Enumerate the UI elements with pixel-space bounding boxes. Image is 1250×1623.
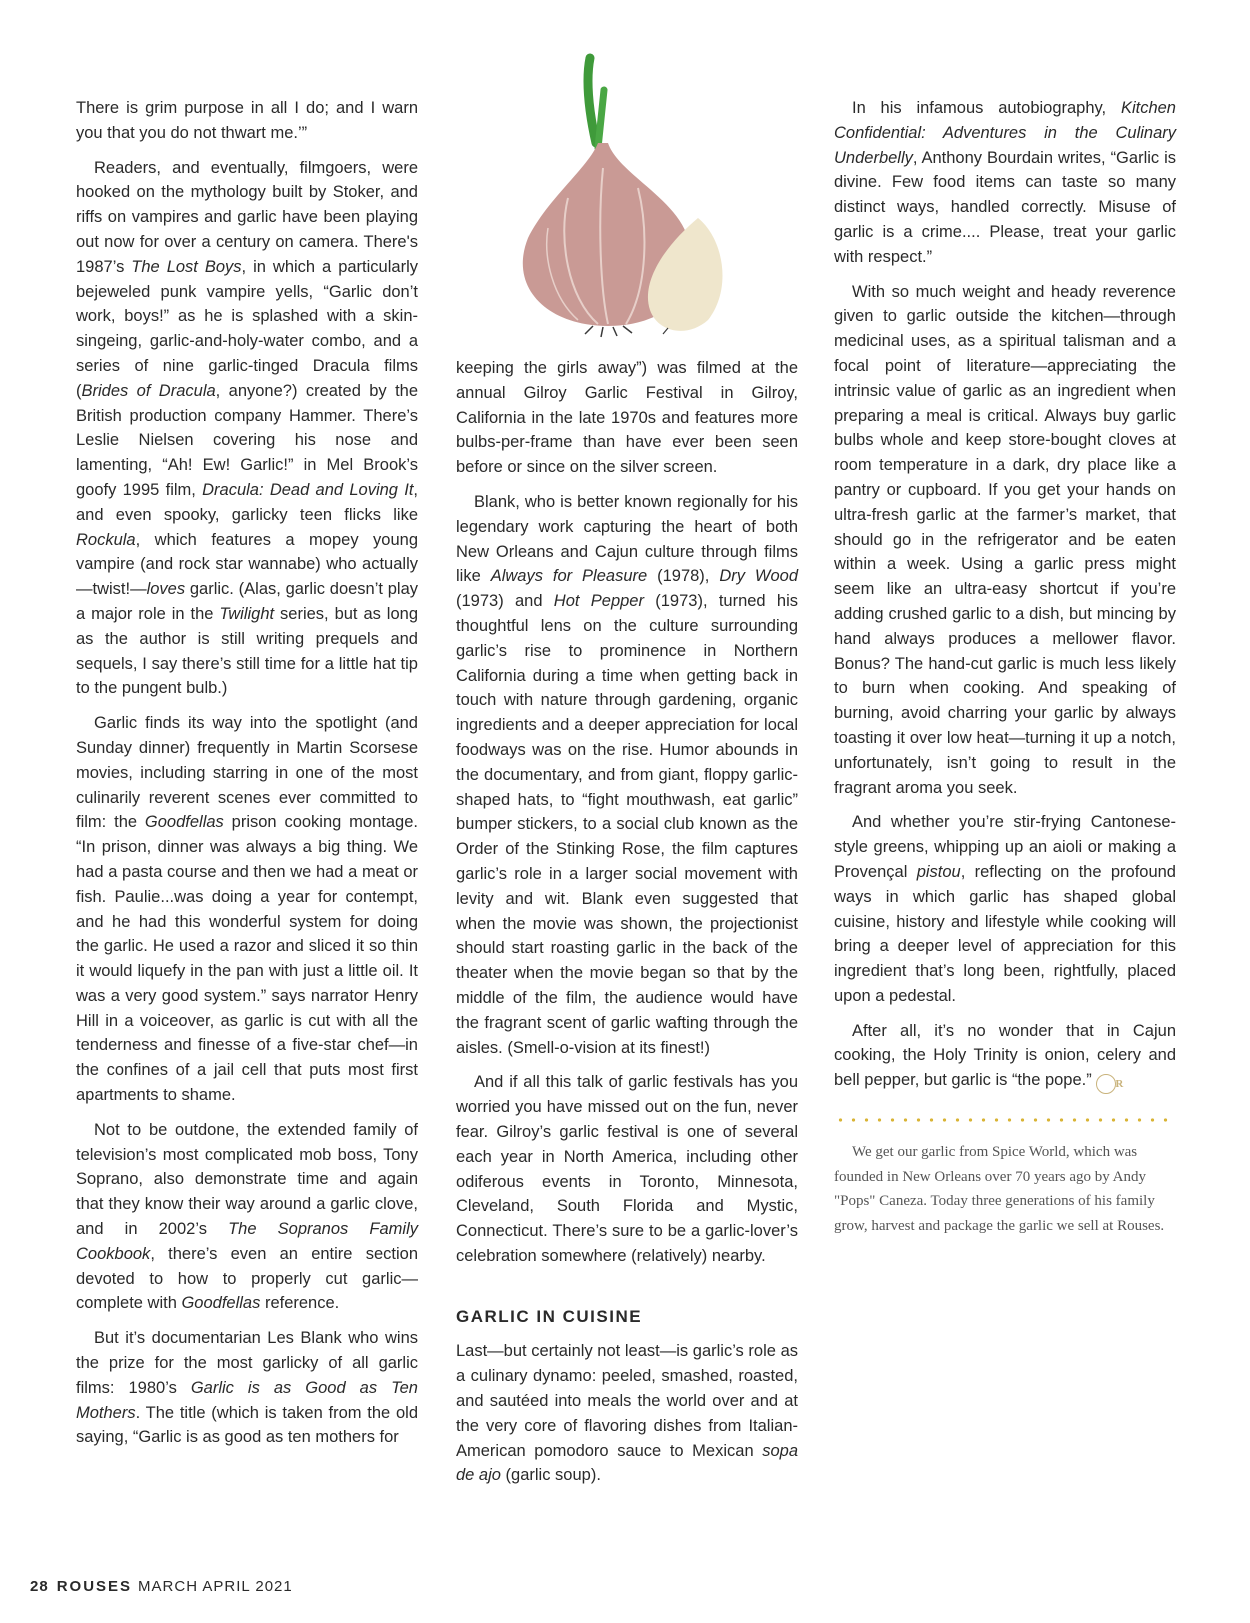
garlic-sprout [588, 58, 596, 143]
article-column-left [76, 96, 418, 1460]
paragraph: After all, it’s no wonder that in Cajun cooking, the Holy Trinity is onion, celery and bell pepper, but garlic is “the pope.” R [834, 1019, 1176, 1095]
sidebar-note: We get our garlic from Spice World, which was founded in New Orleans over 70 years ago by Andy "Pops" Caneza. Today three generations of his family grow, harvest and package the garlic we sell at Rouses. [834, 1144, 1165, 1234]
paragraph: In his infamous autobiography, Kitchen Confidential: Adventures in the Culinary Underbelly, Anthony Bourdain writes, “Garlic is divine. Few food items can taste so many distinct ways, handled correctly. Misuse of garlic is a crime.... Please, treat your garlic with respect.” [834, 99, 1176, 266]
paragraph: keeping the girls away”) was filmed at the annual Gilroy Garlic Festival in Gilroy, California in the late 1970s and features more bulbs-per-frame than have ever been seen before or since on the silver screen. [456, 359, 798, 477]
paragraph: But it’s documentarian Les Blank who wins the prize for the most garlicky of all garlic films: 1980’s Garlic is as Good as Ten Mothers. The title (which is taken from the old saying, “Garlic is as good as ten mothers for [76, 1329, 418, 1447]
paragraph: And if all this talk of garlic festivals has you worried you have missed out on the fun, never fear. Gilroy’s garlic festival is one of several each year in North America, including other odiferous events in Toronto, Minnesota, Cleveland, South Florida and Mystic, Connecticut. There’s sure to be a garlic-lover’s celebration somewhere (relatively) nearby. [456, 1073, 798, 1265]
garlic-bulb-illustration [508, 48, 738, 348]
page-number: 28 [30, 1578, 49, 1595]
paragraph: And whether you’re stir-frying Cantonese-style greens, whipping up an aioli or making a Provençal pistou, reflecting on the profound ways in which garlic has shaped global cuisine, history and lifestyle while cooking will bring a deeper level of appreciation for this ingredient that’s long been, rightfully, placed upon a pedestal. [834, 813, 1176, 1005]
paragraph: Blank, who is better known regionally for his legendary work capturing the heart of both New Orleans and Cajun culture through films like Always for Pleasure (1978), Dry Wood (1973) and Hot Pepper (1973), turned his thoughtful lens on the culture surrounding garlic’s rise to prominence in Northern California during a time when getting back in touch with nature through gardening, organic ingredients and a deeper appreciation for local foodways was on the rise. Humor abounds in the documentary, and from giant, floppy garlic-shaped hats, to “fight mouthwash, eat garlic” bumper stickers, to a social club known as the Order of the Stinking Rose, the film captures garlic’s role in a larger social movement with levity and wit. Blank even suggested that when the movie was shown, the projectionist should start roasting garlic in the back of the theater when the movie began so that by the middle of the film, the audience would have the fragrant scent of garlic wafting through the aisles. (Smell-o-vision at its finest!) [456, 492, 799, 1057]
section-heading: GARLIC IN CUISINE [456, 1306, 643, 1326]
paragraph: Readers, and eventually, filmgoers, were hooked on the mythology built by Stoker, and riffs on vampires and garlic have been playing out now for over a century on camera. There's 1987’s The Lost Boys, in which a particularly bejeweled punk vampire yells, “Garlic don’t work, boys!” as he is splashed with a skin-singeing, garlic-and-holy-water combo, and a series of nine garlic-tinged Dracula films (Brides of Dracula, anyone?) created by the British production company Hammer. There’s Leslie Nielsen covering his nose and lamenting, “Ah! Ew! Garlic!” in Mel Brook’s goofy 1995 film, Dracula: Dead and Loving It, and even spooky, garlicky teen flicks like Rockula, which features a mopey young vampire (and rock star wannabe) who actually—twist!—loves garlic. (Alas, garlic doesn’t play a major role in the Twilight series, but as long as the author is still writing prequels and sequels, I say there’s still time for a little hat tip to the pungent bulb.) [76, 158, 419, 698]
paragraph: With so much weight and heady reverence given to garlic outside the kitchen—through medicinal uses, as a spiritual talisman and a focal point of literature—appreciating the intrinsic value of garlic as an ingredient when preparing a meal is critical. Always buy garlic bulbs whole and keep store-bought cloves at room temperature in a dark, dry place like a pantry or cupboard. If you get your hands on ultra-fresh garlic at the farmer’s market, that should go in the refrigerator and be eaten within a week. Using a garlic press might seem like an ultra-easy shortcut if you’re adding crushed garlic to a dish, but mincing by hand always produces a mellower flavor. Bonus? The hand-cut garlic is much less likely to burn when cooking. And speaking of burning, avoid charring your garlic by always toasting it over low heat—turning it up a notch, unfortunately, isn’t going to result in the fragrant aroma you seek. [834, 282, 1176, 797]
article-column-middle [456, 356, 798, 1498]
garlic-sprout [598, 90, 604, 148]
paragraph: Garlic finds its way into the spotlight (and Sunday dinner) frequently in Martin Scorsese movies, including starring in one of the most culinarily reverent scenes ever committed to film: the Goodfellas prison cooking montage. “In prison, dinner was always a big thing. We had a pasta course and then we had a meat or fish. Paulie...was doing a year for contempt, and he had this wonderful system for doing the garlic. He used a razor and sliced it so thin it would liquefy in the pan with just a little oil. It was a very good system.” says narrator Henry Hill in a voiceover, as garlic is cut with all the tenderness and finesse of a five-star chef—in the confines of a jail cell that puts most first apartments to shame. [76, 714, 418, 1105]
paragraph: Not to be outdone, the extended family of television’s most complicated mob boss, Tony Soprano, also demonstrate time and again that they know their way around a garlic clove, and in 2002’s The Sopranos Family Cookbook, there’s even an entire section devoted to how to properly cut garlic—complete with Goodfellas reference. [76, 1120, 418, 1313]
page-footer [30, 1578, 293, 1595]
article-column-right [834, 96, 1176, 1248]
dotted-divider [834, 1118, 1176, 1122]
brand-name: ROUSES [56, 1578, 133, 1595]
rouses-logo-icon: R [1096, 1074, 1116, 1094]
paragraph: There is grim purpose in all I do; and I warn you that you do not thwart me.’” [76, 99, 418, 142]
issue-date: MARCH APRIL 2021 [138, 1578, 293, 1595]
paragraph: Last—but certainly not least—is garlic’s role as a culinary dynamo: peeled, smashed, roasted, and sautéed into meals the world over and at the very core of flavoring dishes from Italian-American pomodoro sauce to Mexican sopa de ajo (garlic soup). [456, 1342, 798, 1485]
